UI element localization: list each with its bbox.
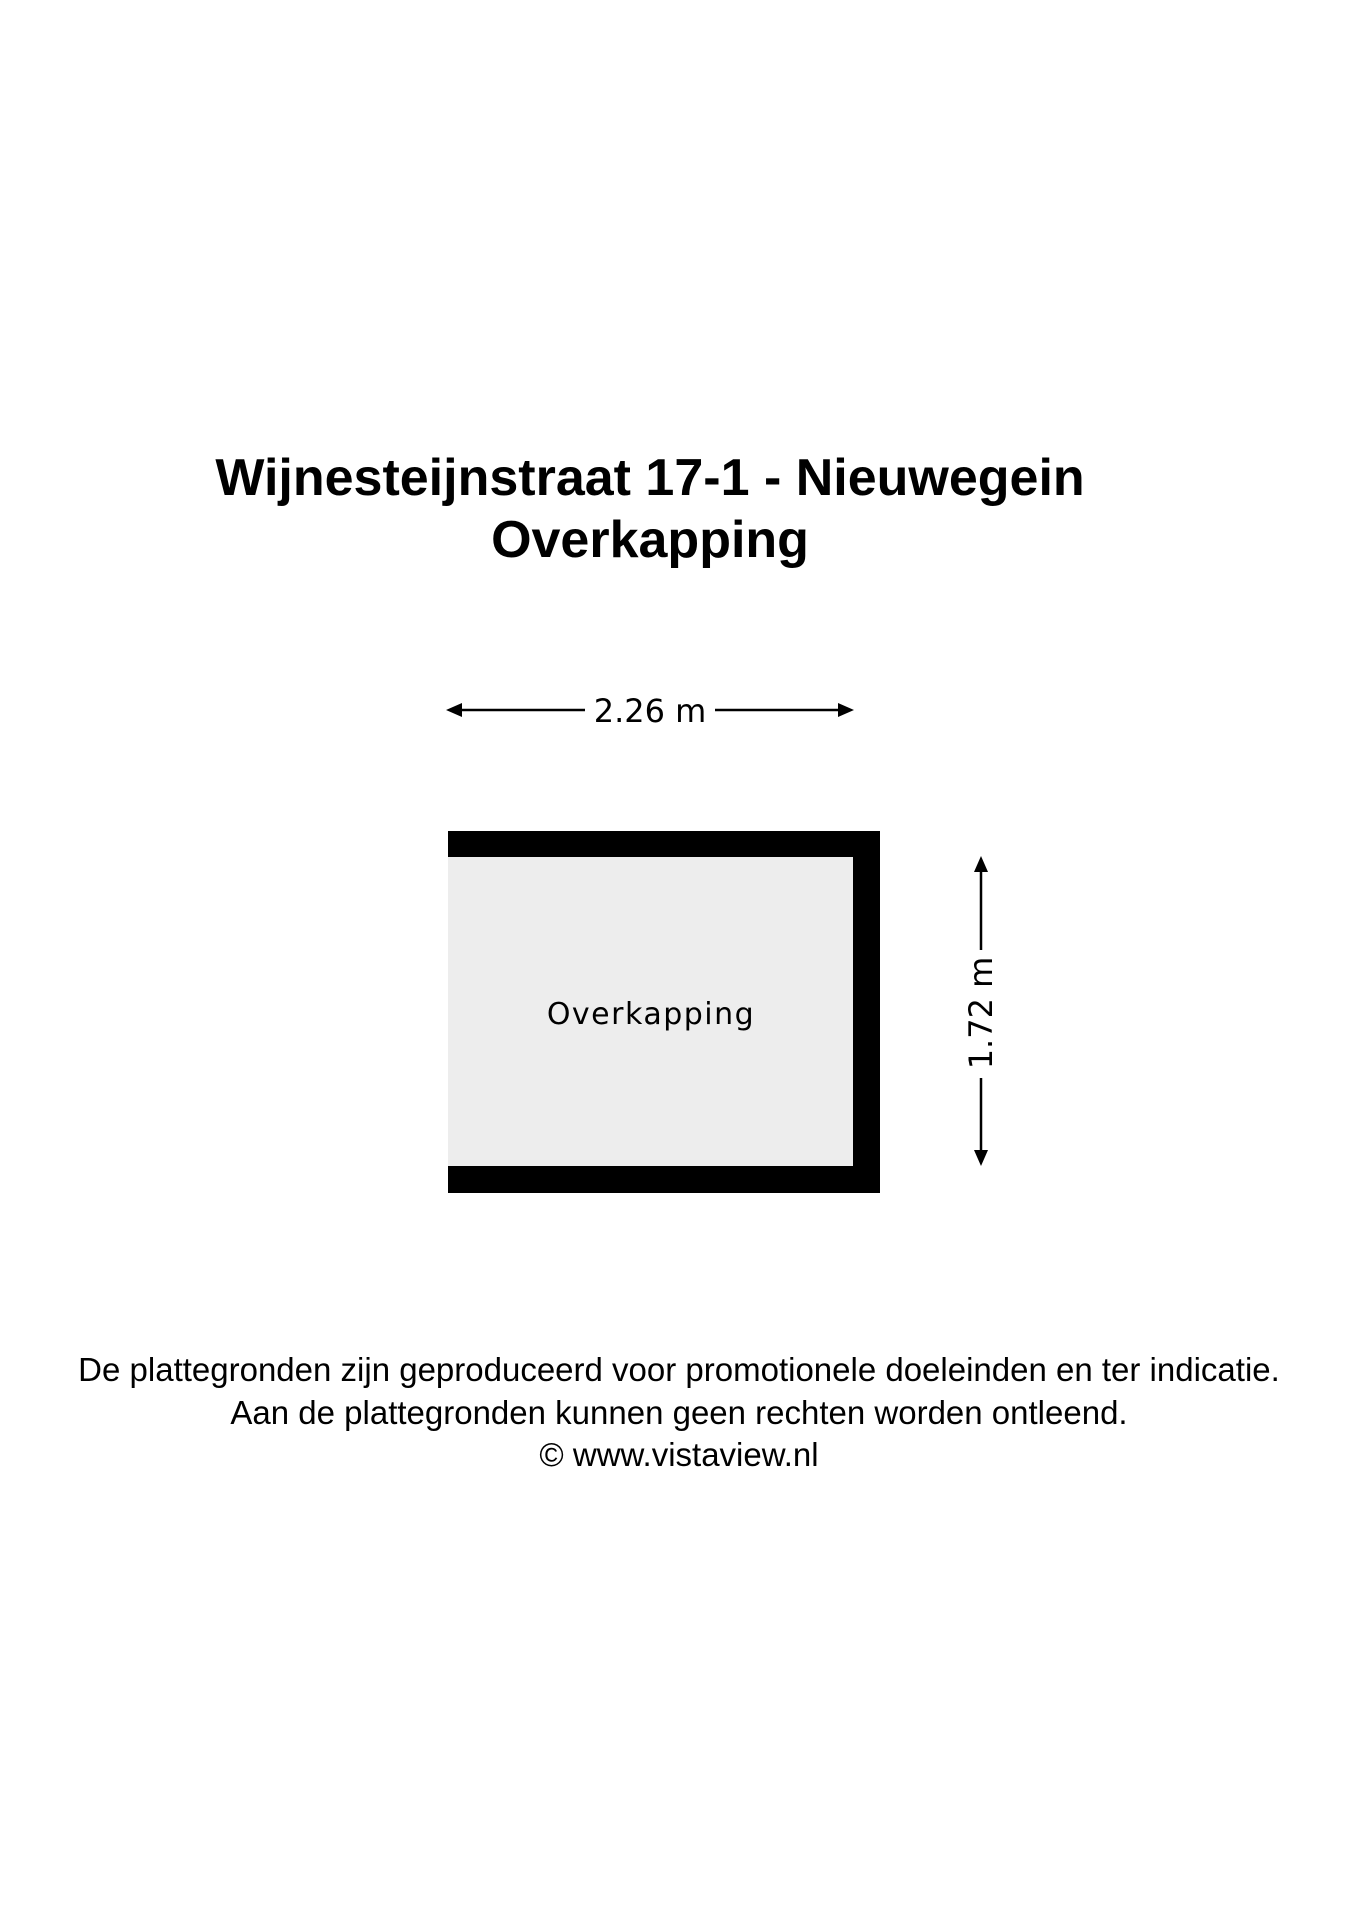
- wall-right: [853, 831, 880, 1193]
- width-dimension: [446, 692, 854, 730]
- arrow-up-icon: [974, 856, 988, 872]
- height-dimension: [962, 856, 1000, 1166]
- disclaimer-line: De plattegronden zijn geproduceerd voor promotionele doeleinden en ter indicatie.: [78, 1351, 1280, 1388]
- disclaimer-line: Aan de plattegronden kunnen geen rechten worden ontleend.: [230, 1394, 1128, 1431]
- arrow-right-icon: [838, 703, 854, 717]
- floor-title: Overkapping: [491, 511, 809, 569]
- copyright-link[interactable]: © www.vistaview.nl: [539, 1436, 819, 1473]
- arrow-down-icon: [974, 1150, 988, 1166]
- wall-bottom: [448, 1166, 880, 1193]
- address-title: Wijnesteijnstraat 17-1 - Nieuwegein: [215, 449, 1085, 507]
- arrow-left-icon: [446, 703, 462, 717]
- height-dimension-label: 1.72 m: [962, 956, 1000, 1070]
- room-label: Overkapping: [546, 997, 756, 1032]
- wall-top: [448, 831, 880, 857]
- room-overkapping: [448, 831, 880, 1193]
- width-dimension-label: 2.26 m: [593, 692, 707, 730]
